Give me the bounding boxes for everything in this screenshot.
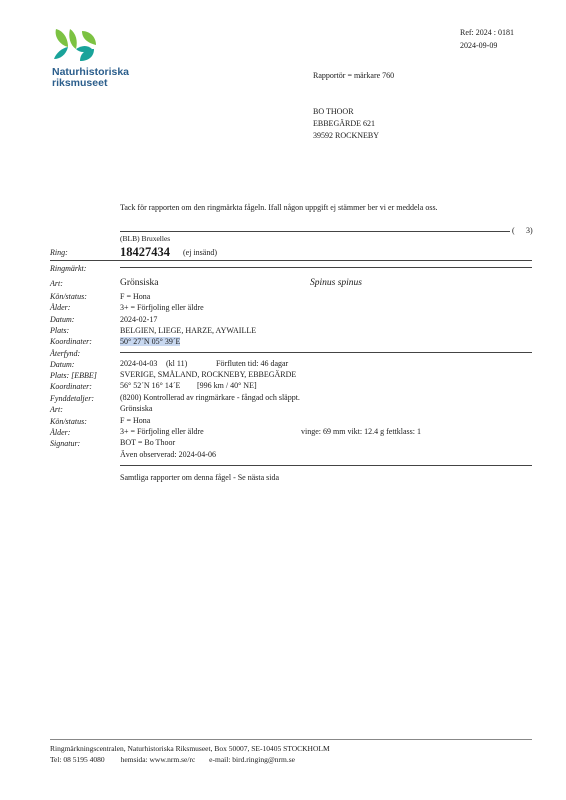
ringing-age: 3+ = Förfjoling eller äldre bbox=[120, 303, 204, 312]
recovery-date: 2024-04-03 bbox=[120, 359, 158, 368]
reporter-line: Rapportör = märkare 760 bbox=[313, 71, 395, 80]
label-recovery-date: Datum: bbox=[50, 360, 75, 369]
recovery-measurements: vinge: 69 mm vikt: 12.4 g fettklass: 1 bbox=[301, 427, 421, 436]
recovery-age: 3+ = Förfjoling eller äldre bbox=[120, 427, 204, 436]
label-species: Art: bbox=[50, 279, 63, 288]
logo-line-1: Naturhistoriska bbox=[52, 66, 130, 78]
recipient-address bbox=[313, 106, 379, 142]
label-recovery-coords: Koordinater: bbox=[50, 382, 92, 391]
address-line-1: BO THOOR bbox=[313, 107, 354, 116]
label-recovery-place: Plats: [EBBE] bbox=[50, 371, 97, 380]
footer-phone: Tel: 08 5195 4080 bbox=[50, 755, 105, 764]
recovery-place: SVERIGE, SMÅLAND, ROCKNEBY, EBBEGÄRDE bbox=[120, 370, 297, 379]
ringing-place: BELGIEN, LIEGE, HARZE, AYWAILLE bbox=[120, 326, 257, 335]
recovery-time: (kl 11) bbox=[166, 359, 188, 368]
footer-divider bbox=[50, 739, 532, 740]
recovery-details: (8200) Kontrollerad av ringmärkare - fångad och släppt. bbox=[120, 393, 300, 402]
recovery-coords: 56° 52´N 16° 14´E bbox=[120, 381, 181, 390]
label-recovery: Återfynd: bbox=[50, 349, 81, 358]
species-latin: Spinus spinus bbox=[310, 278, 362, 288]
divider-bottom bbox=[120, 465, 532, 466]
ring-note: (ej insänd) bbox=[183, 248, 217, 257]
footer-contact bbox=[50, 754, 330, 765]
all-reports-note: Samtliga rapporter om denna fågel - Se nästa sida bbox=[120, 473, 280, 482]
label-ringmarkt: Ringmärkt: bbox=[50, 264, 87, 273]
footer bbox=[50, 743, 330, 765]
label-details: Fynddetaljer: bbox=[50, 394, 94, 403]
species-name: Grönsiska bbox=[120, 278, 159, 288]
label-place: Plats: bbox=[50, 326, 70, 335]
page-marker-num: 3) bbox=[526, 226, 533, 235]
divider-ringmarkt bbox=[120, 267, 532, 268]
naturhistoriska-logo bbox=[52, 27, 102, 63]
divider-top bbox=[120, 231, 510, 232]
label-age: Ålder: bbox=[50, 303, 71, 312]
logo-line-2: riksmuseet bbox=[52, 77, 108, 89]
footer-web[interactable]: hemsida: www.nrm.se/rc bbox=[120, 755, 196, 764]
letter-date: 2024-09-09 bbox=[460, 41, 498, 50]
reference-number: Ref: 2024 : 0181 bbox=[460, 28, 514, 37]
recovery-species: Grönsiska bbox=[120, 404, 153, 413]
recovery-signature: BOT = Bo Thoor bbox=[120, 438, 176, 447]
footer-email[interactable]: e-mail: bird.ringing@nrm.se bbox=[209, 755, 296, 764]
ring-number: 18427434 bbox=[120, 245, 170, 259]
recovery-distance: [996 km / 40° NE] bbox=[197, 381, 257, 390]
also-observed: Även observerad: 2024-04-06 bbox=[120, 450, 216, 459]
divider-recovery bbox=[120, 352, 532, 353]
ringing-date: 2024-02-17 bbox=[120, 315, 158, 324]
scheme-name: (BLB) Bruxelles bbox=[120, 234, 171, 243]
footer-address: Ringmärkningscentralen, Naturhistoriska Riksmuseet, Box 50007, SE-10405 STOCKHOLM bbox=[50, 744, 330, 753]
label-coords: Koordinater: bbox=[50, 337, 92, 346]
label-signature: Signatur: bbox=[50, 439, 81, 448]
ringing-coords: 50° 27´N 05° 39´E bbox=[120, 337, 181, 346]
intro-text: Tack för rapporten om den ringmärkta fågeln. Ifall någon uppgift ej stämmer ber vi er meddela oss. bbox=[120, 203, 438, 212]
recovery-sex: F = Hona bbox=[120, 416, 151, 425]
label-recovery-sex: Kön/status: bbox=[50, 417, 87, 426]
address-line-2: EBBEGÄRDE 621 bbox=[313, 119, 375, 128]
reference-block bbox=[460, 26, 514, 52]
page-marker-open: ( bbox=[512, 226, 515, 235]
recovery-elapsed: Förfluten tid: 46 dagar bbox=[216, 359, 289, 368]
label-ring: Ring: bbox=[50, 248, 68, 257]
divider-ring bbox=[50, 260, 532, 261]
ringing-sex: F = Hona bbox=[120, 292, 151, 301]
label-recovery-species: Art: bbox=[50, 405, 63, 414]
label-date: Datum: bbox=[50, 315, 75, 324]
address-line-3: 39592 ROCKNEBY bbox=[313, 131, 380, 140]
label-sex: Kön/status: bbox=[50, 292, 87, 301]
label-recovery-age: Ålder: bbox=[50, 428, 71, 437]
logo-wordmark bbox=[52, 67, 129, 89]
